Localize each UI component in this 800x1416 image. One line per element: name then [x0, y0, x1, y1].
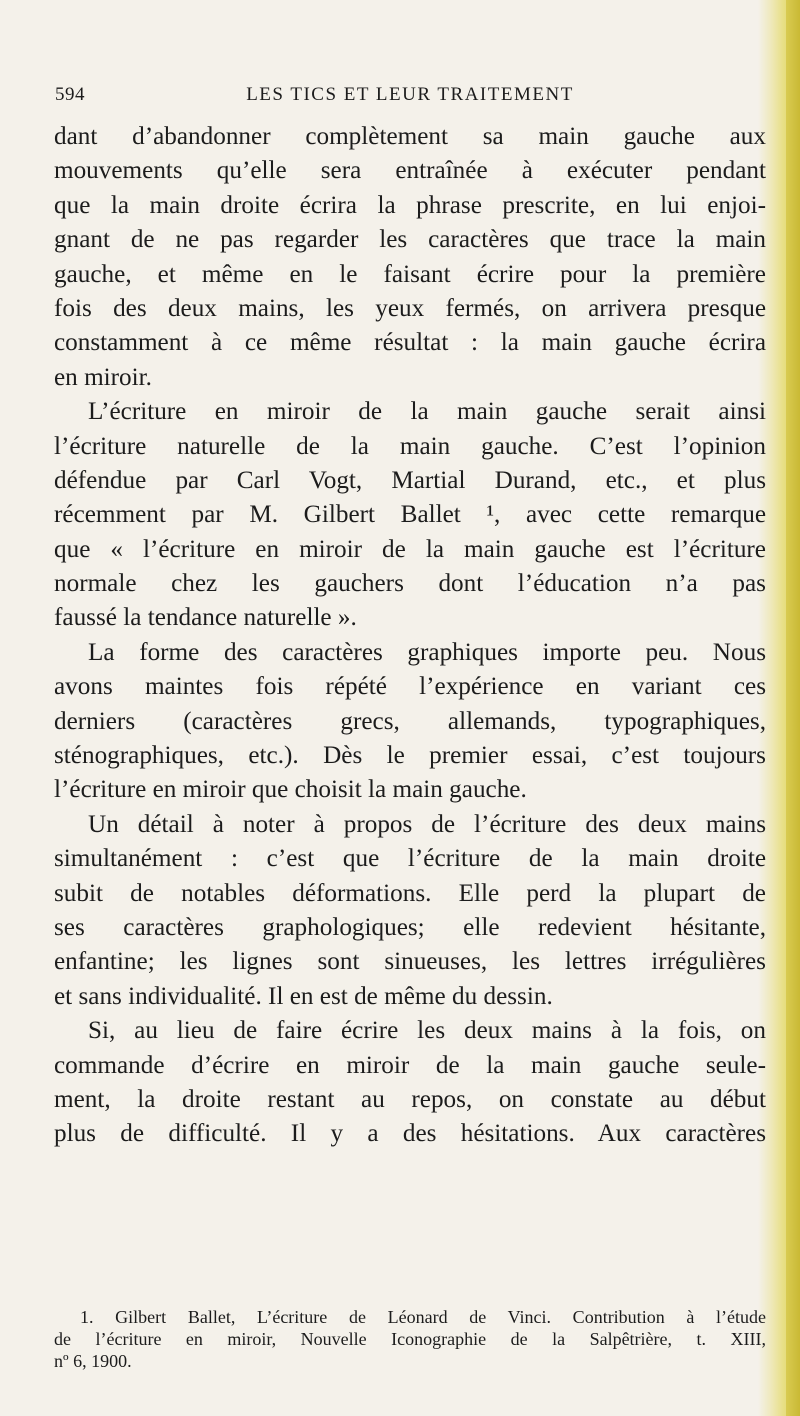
text-line: normale chez les gauchers dont l’éducation n’a pas [54, 570, 766, 598]
text-line: derniers (caractères grecs, allemands, typographiques, [54, 707, 766, 735]
text-line: sténographiques, etc.). Dès le premier essai, c’est toujours [54, 742, 766, 770]
text-line: l’écriture naturelle de la main gauche. C’est l’opinion [54, 432, 766, 460]
page-number: 594 [55, 84, 85, 105]
text-line: La forme des caractères graphiques importe peu. Nous [88, 638, 766, 666]
text-line: dant d’abandonner complètement sa main gauche aux [54, 123, 766, 150]
text-line: Un détail à noter à propos de l’écriture des deux mains [88, 810, 766, 838]
text-line: enfantine; les lignes sont sinueuses, les lettres irrégulières [54, 948, 766, 976]
text-line: défendue par Carl Vogt, Martial Durand, etc., et plus [54, 466, 766, 494]
text-line: mouvements qu’elle sera entraînée à exécuter pendant [54, 157, 766, 185]
text-line: récemment par M. Gilbert Ballet ¹, avec cette remarque [54, 501, 766, 529]
text-line: simultanément : c’est que l’écriture de la main droite [54, 845, 766, 873]
footnote [54, 1306, 766, 1372]
text-line: faussé la tendance naturelle ». [54, 604, 357, 632]
body-text [54, 120, 766, 1152]
text-line: en miroir. [54, 363, 152, 391]
text-line: avons maintes fois répété l’expérience en variant ces [54, 673, 766, 701]
text-line: Si, au lieu de faire écrire les deux mains à la fois, on [88, 1017, 766, 1045]
text-line: plus de difficulté. Il y a des hésitations. Aux caractères [54, 1120, 766, 1148]
text-line: constamment à ce même résultat : la main gauche écrira [54, 329, 766, 357]
running-head: LES TICS ET LEUR TRAITEMENT [246, 84, 574, 105]
text-line: ment, la droite restant au repos, on constate au début [54, 1085, 766, 1113]
text-line: commande d’écrire en miroir de la main gauche seule- [54, 1051, 766, 1079]
text-line: gnant de ne pas regarder les caractères que trace la main [54, 226, 766, 254]
text-line: gauche, et même en le faisant écrire pour la première [54, 260, 766, 288]
text-line: que la main droite écrira la phrase prescrite, en lui enjoi- [54, 191, 766, 219]
page-header [55, 84, 765, 114]
text-line: et sans individualité. Il en est de même du dessin. [54, 982, 553, 1010]
text-line: L’écriture en miroir de la main gauche serait ainsi [88, 398, 766, 426]
footnote-line: de l’écriture en miroir, Nouvelle Iconographie de la Salpêtrière, t. XIII, [54, 1329, 766, 1349]
footnote-line: 1. Gilbert Ballet, L’écriture de Léonard de Vinci. Contribution à l’étude [80, 1307, 766, 1327]
text-line: ses caractères graphologiques; elle redevient hésitante, [54, 913, 766, 941]
page-edge-shadow [786, 0, 800, 1416]
text-line: subit de notables déformations. Elle perd la plupart de [54, 879, 766, 907]
text-line: fois des deux mains, les yeux fermés, on arrivera presque [54, 294, 766, 322]
text-line: que « l’écriture en miroir de la main gauche est l’écriture [54, 535, 766, 563]
text-line: l’écriture en miroir que choisit la main gauche. [54, 776, 527, 804]
footnote-line: nº 6, 1900. [54, 1351, 132, 1371]
